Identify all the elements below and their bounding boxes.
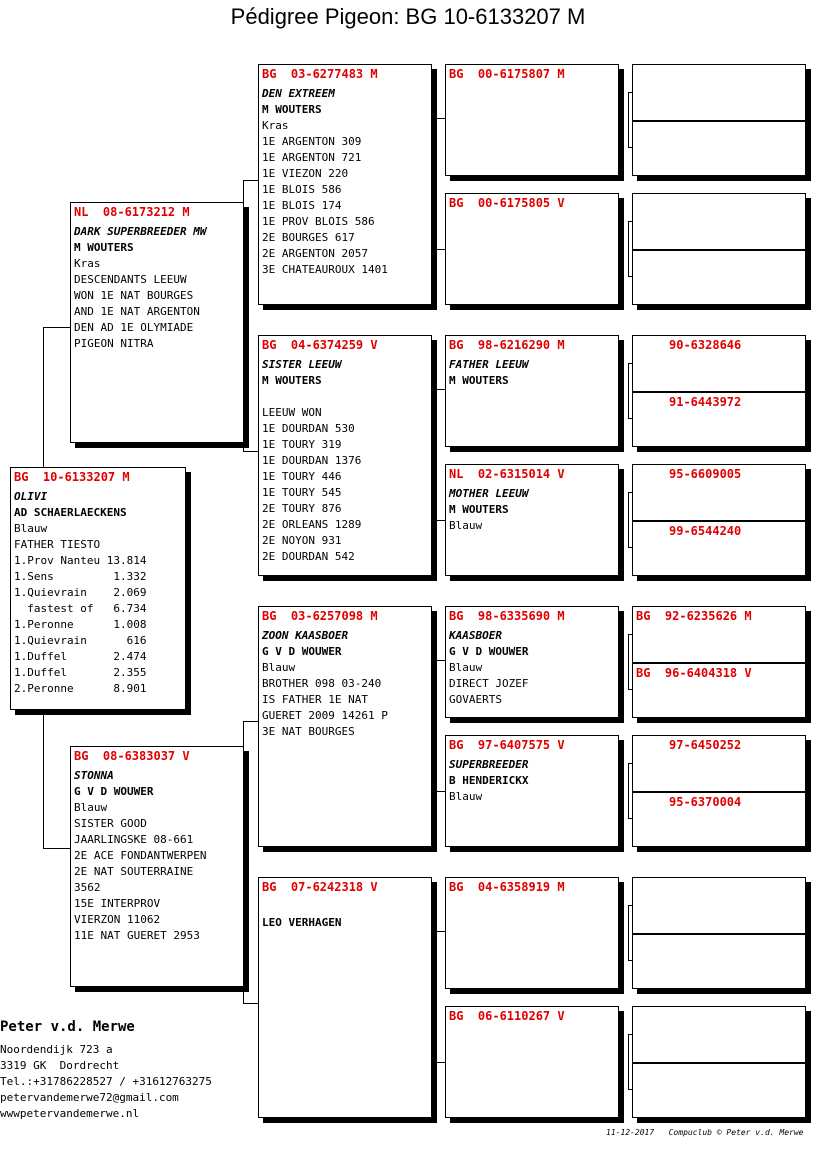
info-line: 2E NOYON 931: [262, 534, 342, 547]
connector-dam-gen3: [243, 721, 259, 1004]
pedigree-card-gen5-2: [632, 193, 806, 305]
info-line: 1.Duffel 2.474: [14, 650, 147, 663]
pedigree-card-gen3-3: [258, 606, 432, 847]
breeder-name: M WOUTERS: [262, 103, 322, 116]
info-line: 1E BLOIS 174: [262, 199, 342, 212]
pedigree-card-dam: [70, 746, 244, 987]
breeder-name: B HENDERICKX: [449, 774, 529, 787]
info-line: 1E BLOIS 586: [262, 183, 342, 196]
owner-phone: Tel.:+31786228527 / +31612763275: [0, 1075, 212, 1088]
pedigree-card-gen5-6: [632, 735, 806, 847]
pedigree-card-gen4-8: [445, 1006, 619, 1118]
ring-number: BG 03-6277483 M: [262, 67, 378, 81]
pedigree-card-subject: [10, 467, 186, 710]
gen5-bottom-entry: 91-6443972: [633, 391, 805, 446]
info-line: 2E ARGENTON 2057: [262, 247, 368, 260]
ring-number: BG 04-6374259 V: [262, 338, 378, 352]
ring-number: BG 07-6242318 V: [262, 880, 378, 894]
owner-name: Peter v.d. Merwe: [0, 1019, 135, 1035]
gen5-top-entry: [633, 878, 805, 933]
owner-website: wwwpetervandemerwe.nl: [0, 1107, 140, 1120]
info-line: 2E DOURDAN 542: [262, 550, 355, 563]
owner-address-line: Noordendijk 723 a: [0, 1043, 113, 1056]
pedigree-card-gen4-2: [445, 193, 619, 305]
gen5-bottom-entry: [633, 120, 805, 175]
connector-gen3d-gen4: [431, 931, 445, 1063]
gen5-top-entry: [633, 1007, 805, 1062]
ring-number: BG 00-6175805 V: [449, 196, 565, 210]
pigeon-name: [262, 899, 428, 915]
connector-gen3c-gen4: [431, 660, 445, 792]
pigeon-name: DARK SUPERBREEDER MW: [74, 225, 207, 238]
pedigree-card-gen5-3: [632, 335, 806, 447]
pigeon-name: KAASBOER: [449, 629, 502, 642]
pigeon-name: DEN EXTREEM: [262, 87, 335, 100]
info-line: 1.Sens 1.332: [14, 570, 147, 583]
pedigree-card-gen5-8: [632, 1006, 806, 1118]
gen5-top-entry: [633, 65, 805, 120]
info-line: 3E CHATEAUROUX 1401: [262, 263, 388, 276]
breeder-name: M WOUTERS: [449, 503, 509, 516]
ring-number: BG 03-6257098 M: [262, 609, 378, 623]
info-line: 2E ACE FONDANTWERPEN: [74, 849, 207, 862]
info-line: JAARLINGSKE 08-661: [74, 833, 194, 846]
gen5-bottom-entry: [633, 249, 805, 304]
info-line: GOVAERTS: [449, 693, 502, 706]
connector-gen4-gen5: [628, 492, 633, 548]
info-line: 1E TOURY 319: [262, 438, 342, 451]
pigeon-name: FATHER LEEUW: [449, 358, 529, 371]
info-line: 1E VIEZON 220: [262, 167, 349, 180]
gen5-top-entry: BG 92-6235626 M: [636, 609, 752, 623]
pedigree-card-gen4-7: [445, 877, 619, 989]
pigeon-name: SISTER LEEUW: [262, 358, 342, 371]
pedigree-card-gen4-1: [445, 64, 619, 176]
info-line: 1E ARGENTON 721: [262, 151, 362, 164]
pedigree-card-gen4-3: [445, 335, 619, 447]
connector-gen4-gen5: [628, 221, 633, 277]
pedigree-card-gen4-6: [445, 735, 619, 847]
info-line: Blauw: [262, 661, 296, 674]
ring-number: BG 00-6175807 M: [449, 67, 565, 81]
info-line: 1.Prov Nanteu 13.814: [14, 554, 147, 567]
pigeon-name: ZOON KAASBOER: [262, 629, 349, 642]
connector-gen4-gen5: [628, 634, 633, 690]
breeder-name: G V D WOUWER: [74, 785, 154, 798]
pigeon-name: MOTHER LEEUW: [449, 487, 529, 500]
gen5-bottom-entry: [633, 933, 805, 988]
info-line: 1E ARGENTON 309: [262, 135, 362, 148]
page-title: Pédigree Pigeon: BG 10-6133207 M: [230, 4, 586, 29]
gen5-bottom-entry: BG 96-6404318 V: [633, 662, 805, 717]
info-line: 2E TOURY 876: [262, 502, 342, 515]
info-line: Blauw: [14, 522, 48, 535]
breeder-name: M WOUTERS: [74, 241, 134, 254]
pedigree-card-gen5-4: [632, 464, 806, 576]
ring-number: BG 98-6216290 M: [449, 338, 565, 352]
info-line: 1.Quievrain 616: [14, 634, 147, 647]
ring-number: BG 98-6335690 M: [449, 609, 565, 623]
pedigree-card-gen3-4: [258, 877, 432, 1118]
pigeon-name: STONNA: [74, 769, 114, 782]
info-line: fastest of 6.734: [14, 602, 147, 615]
connector-gen4-gen5: [628, 92, 633, 148]
breeder-name: LEO VERHAGEN: [262, 916, 342, 929]
info-line: 1E DOURDAN 530: [262, 422, 355, 435]
info-line: Blauw: [449, 519, 483, 532]
info-line: LEEUW WON: [262, 406, 322, 419]
info-line: 1.Peronne 1.008: [14, 618, 147, 631]
info-line: WON 1E NAT BOURGES: [74, 289, 194, 302]
pedigree-card-gen3-1: [258, 64, 432, 305]
owner-address-line: 3319 GK Dordrecht: [0, 1059, 120, 1072]
info-line: 2.Peronne 8.901: [14, 682, 147, 695]
pedigree-card-gen5-1: [632, 64, 806, 176]
info-line: SISTER GOOD: [74, 817, 147, 830]
info-line: 1E TOURY 446: [262, 470, 342, 483]
info-line: FATHER TIESTO: [14, 538, 101, 551]
info-line: Kras: [262, 119, 289, 132]
pigeon-name: OLIVI: [14, 490, 48, 503]
info-line: PIGEON NITRA: [74, 337, 154, 350]
owner-email: petervandemerwe72@gmail.com: [0, 1091, 179, 1104]
gen5-bottom-entry: [633, 1062, 805, 1117]
gen5-top-entry: 97-6450252: [669, 738, 742, 752]
info-line: DESCENDANTS LEEUW: [74, 273, 187, 286]
connector-gen4-gen5: [628, 905, 633, 961]
gen5-bottom-entry: 99-6544240: [633, 520, 805, 575]
pedigree-card-gen5-7: [632, 877, 806, 989]
ring-number: NL 02-6315014 V: [449, 467, 565, 481]
info-line: 11E NAT GUERET 2953: [74, 929, 200, 942]
info-line: IS FATHER 1E NAT: [262, 693, 368, 706]
ring-number: BG 08-6383037 V: [74, 749, 190, 763]
pedigree-card-gen4-5: [445, 606, 619, 718]
gen5-top-entry: 90-6328646: [669, 338, 742, 352]
info-line: Blauw: [74, 801, 108, 814]
info-line: Blauw: [449, 790, 483, 803]
pedigree-card-gen4-4: [445, 464, 619, 576]
breeder-name: G V D WOUWER: [262, 645, 342, 658]
info-line: Blauw: [449, 661, 483, 674]
info-line: VIERZON 11062: [74, 913, 161, 926]
info-line: DIRECT JOZEF: [449, 677, 529, 690]
breeder-name: M WOUTERS: [449, 374, 509, 387]
connector-gen3b-gen4: [431, 389, 445, 521]
ring-number: BG 10-6133207 M: [14, 470, 130, 484]
pedigree-card-gen5-5: [632, 606, 806, 718]
info-line: 3562: [74, 881, 101, 894]
info-line: BROTHER 098 03-240: [262, 677, 382, 690]
pigeon-name: SUPERBREEDER: [449, 758, 529, 771]
gen5-top-entry: 95-6609005: [669, 467, 742, 481]
info-line: Kras: [74, 257, 101, 270]
info-line: 3E NAT BOURGES: [262, 725, 355, 738]
gen5-bottom-entry: 95-6370004: [633, 791, 805, 846]
connector-gen3a-gen4: [431, 118, 445, 250]
ring-number: BG 04-6358919 M: [449, 880, 565, 894]
info-line: DEN AD 1E OLYMIADE: [74, 321, 194, 334]
breeder-name: AD SCHAERLAECKENS: [14, 506, 127, 519]
ring-number: BG 97-6407575 V: [449, 738, 565, 752]
ring-number: NL 08-6173212 M: [74, 205, 190, 219]
info-line: 2E BOURGES 617: [262, 231, 355, 244]
gen5-top-entry: [633, 194, 805, 249]
ring-number: BG 06-6110267 V: [449, 1009, 565, 1023]
info-line: 1E DOURDAN 1376: [262, 454, 362, 467]
info-line: GUERET 2009 14261 P: [262, 709, 388, 722]
connector-sire-gen3: [243, 180, 259, 452]
connector-gen4-gen5: [628, 1034, 633, 1090]
info-line: [262, 389, 428, 405]
breeder-name: G V D WOUWER: [449, 645, 529, 658]
connector-gen4-gen5: [628, 763, 633, 819]
pedigree-card-gen3-2: [258, 335, 432, 576]
info-line: 2E ORLEANS 1289: [262, 518, 362, 531]
copyright-note: 11-12-2017 Compuclub © Peter v.d. Merwe: [606, 1128, 804, 1137]
info-line: 1E TOURY 545: [262, 486, 342, 499]
connector-gen4-gen5: [628, 363, 633, 419]
pedigree-card-sire: [70, 202, 244, 443]
info-line: 2E NAT SOUTERRAINE: [74, 865, 194, 878]
info-line: 15E INTERPROV: [74, 897, 161, 910]
breeder-name: M WOUTERS: [262, 374, 322, 387]
info-line: AND 1E NAT ARGENTON: [74, 305, 200, 318]
info-line: 1.Quievrain 2.069: [14, 586, 147, 599]
info-line: 1E PROV BLOIS 586: [262, 215, 375, 228]
info-line: 1.Duffel 2.355: [14, 666, 147, 679]
